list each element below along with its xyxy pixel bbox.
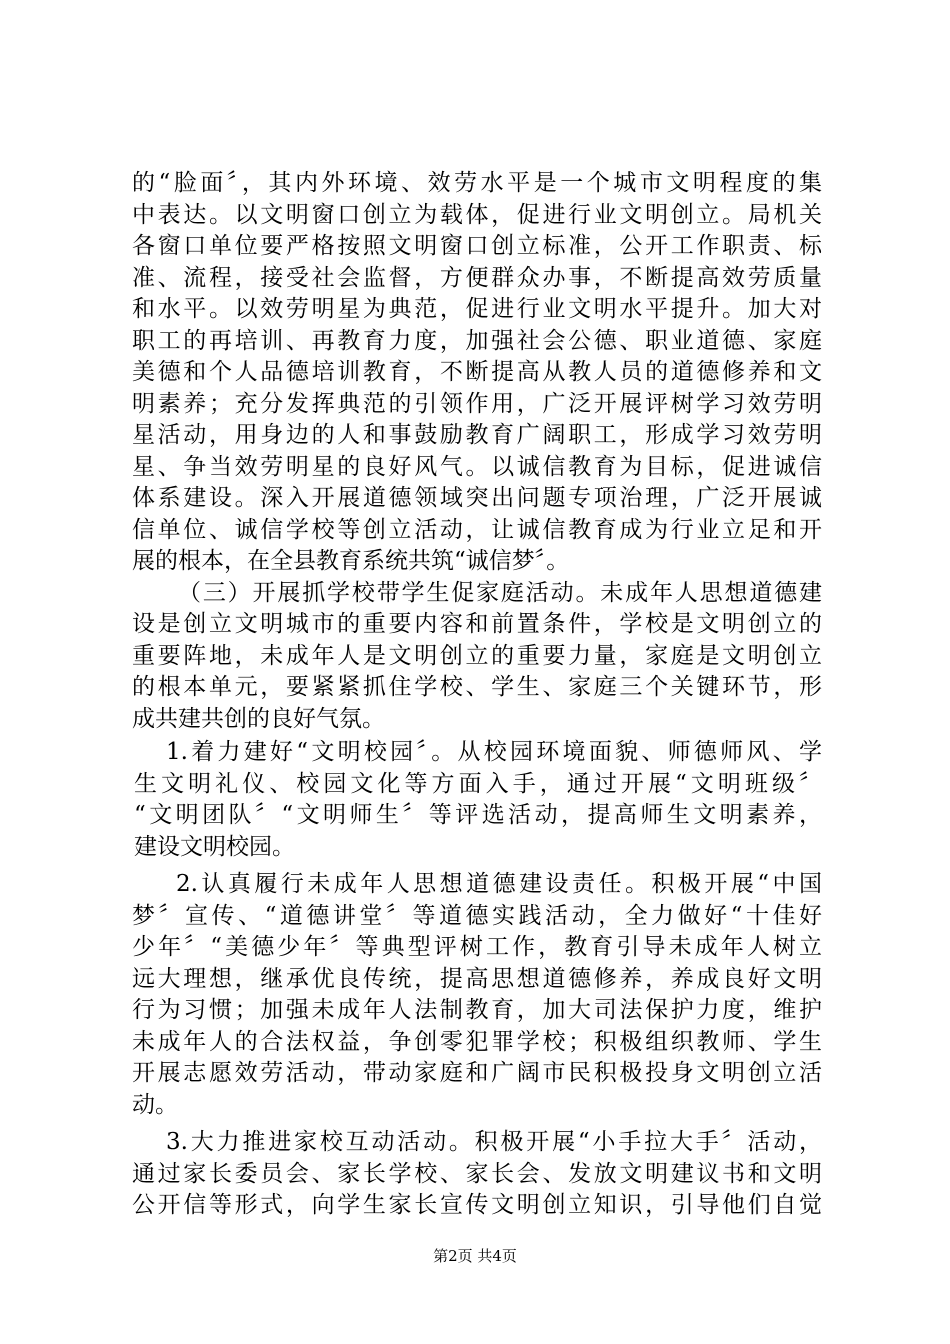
text-line: 3.大力推进家校互动活动。积极开展“小手拉大手〞活动， [166,1129,822,1155]
paragraph-2 [132,578,822,736]
text-line: 生文明礼仪、校园文化等方面入手，通过开展“文明班级〞 [134,770,822,797]
paragraph-1 [132,168,822,578]
document-body [132,168,822,1222]
text-line: 职工的再培训、再教育力度，加强社会公德、职业道德、家庭 [132,327,822,354]
text-line: 和水平。以效劳明星为典范，促进行业文明水平提升。加大对 [132,296,822,322]
text-line: 2.认真履行未成年人思想道德建设责任。积极开展“中国 [176,871,822,897]
text-line: 明素养；充分发挥典范的引领作用，广泛开展评树学习效劳明 [132,390,822,417]
paragraph-5 [132,1127,822,1222]
text-line: 动。 [132,1091,178,1118]
text-line: 梦〞宣传、“道德讲堂〞等道德实践活动，全力做好“十佳好 [132,902,822,929]
text-line: 1.着力建好“文明校园〞。从校园环境面貌、师德师风、学 [166,739,822,765]
text-line: 体系建设。深入开展道德领域突出问题专项治理，广泛开展诚 [132,485,822,511]
text-line: 的根本单元，要紧紧抓住学校、学生、家庭三个关键环节，形 [132,674,822,700]
text-line: 的“脸面〞，其内外环境、效劳水平是一个城市文明程度的集 [132,170,822,196]
text-line: “文明团队〞“文明师生〞等评选活动，提高师生文明素养， [134,802,822,828]
text-line: 远大理想，继承优良传统，提高思想道德修养，养成良好文明 [132,965,822,992]
paragraph-3 [132,737,822,863]
text-line: 少年〞“美德少年〞等典型评树工作，教育引导未成年人树立 [132,934,822,960]
text-line: 展的根本，在全县教育系统共筑“诚信梦〞。 [132,548,570,574]
text-line: 行为习惯；加强未成年人法制教育，加大司法保护力度，维护 [132,997,822,1023]
text-line: 成共建共创的良好气氛。 [132,705,385,732]
text-line: 准、流程，接受社会监督，方便群众办事，不断提高效劳质量 [132,264,822,291]
text-line: （三）开展抓学校带学生促家庭活动。未成年人思想道德建 [178,579,822,606]
text-line: 中表达。以文明窗口创立为载体，促进行业文明创立。局机关 [132,201,822,228]
text-line: 美德和个人品德培训教育，不断提高从教人员的道德修养和文 [132,359,822,385]
text-line: 通过家长委员会、家长学校、家长会、发放文明建议书和文明 [132,1160,822,1187]
text-line: 星、争当效劳明星的良好风气。以诚信教育为目标，促进诚信 [132,453,822,480]
text-line: 建设文明校园。 [134,833,295,860]
text-line: 各窗口单位要严格按照文明窗口创立标准，公开工作职责、标 [132,233,822,259]
text-line: 信单位、诚信学校等创立活动，让诚信教育成为行业立足和开 [132,516,822,543]
text-line: 设是创立文明城市的重要内容和前置条件，学校是文明创立的 [132,611,822,637]
page-number-footer: 第2页 共4页 [433,1247,517,1265]
text-line: 星活动，用身边的人和事鼓励教育广阔职工，形成学习效劳明 [132,422,822,448]
text-line: 未成年人的合法权益，争创零犯罪学校；积极组织教师、学生 [132,1028,822,1055]
paragraph-4 [132,869,822,1121]
text-line: 开展志愿效劳活动，带动家庭和广阔市民积极投身文明创立活 [132,1060,822,1086]
text-line: 公开信等形式，向学生家长宣传文明创立知识，引导他们自觉 [132,1192,822,1218]
text-line: 重要阵地，未成年人是文明创立的重要力量，家庭是文明创立 [132,642,822,669]
